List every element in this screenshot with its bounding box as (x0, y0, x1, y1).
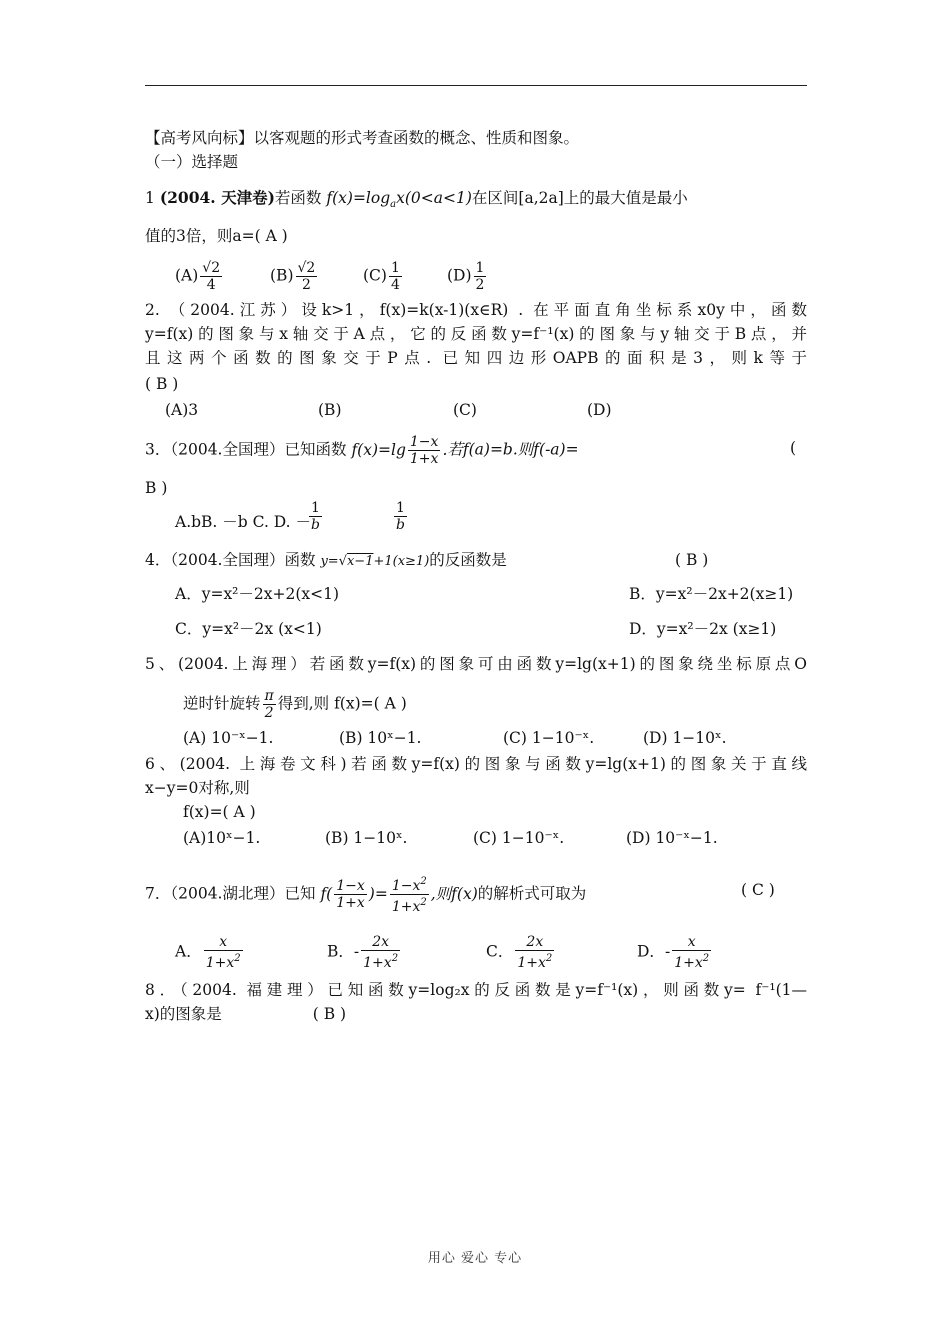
question-8-line-2: x)的图象是 ( B ) (145, 1005, 347, 1023)
question-1-line-1: 1 (2004. 天津卷)若函数 $f(x)=\log_ax(0<a<1)$在区间[a,2a]上的最大值是最小 (145, 188, 688, 211)
q2-option-d: (D) (587, 401, 612, 419)
q6-option-a: (A)10ˣ−1. (183, 829, 261, 847)
question-6-line-1: 6、(2004. 上海卷文科)若函数y=f(x)的图象与函数y=lg(x+1)的图象关于直线 (145, 755, 807, 773)
page-footer: 用心 爱心 专心 (427, 1251, 523, 1266)
question-2-line-1: 2. （2004.江苏）设k>1，f(x)=k(x-1)(x∈R) . 在平面直角坐标系x0y中，函数 (145, 301, 807, 319)
question-5-line-2: 逆时针旋转 $\frac{\pi}{2}$ 得到,则 f(x)=( A ) (183, 688, 407, 721)
q4-option-a: A．y=x²－2x+2(x<1) (175, 585, 340, 603)
question-6-line-3: f(x)=( A ) (183, 803, 256, 821)
q4-option-d: D．y=x²－2x (x≥1) (629, 620, 777, 638)
question-8-answer: ( B ) (312, 1005, 347, 1023)
question-6-options (183, 826, 783, 850)
question-4-answer: ( B ) (675, 551, 709, 569)
question-3-options: A.bB. －b C. D. － (175, 513, 312, 531)
q4-option-b: B．y=x²－2x+2(x≥1) (629, 585, 794, 603)
q6-option-d: (D) 10⁻ˣ−1. (626, 829, 718, 847)
q6-option-c: (C) 1−10⁻ˣ. (473, 829, 565, 847)
question-1-line-2: 值的3倍，则a=( A ) (145, 227, 288, 245)
question-3-paren: ( (790, 439, 797, 457)
q3-option-d-fraction: $\frac{1}{b}$ (396, 500, 405, 533)
question-3-formula: f(x)=lg $\frac{1-x}{1+x}$ . (351, 434, 448, 467)
question-3-line-1: 3．（2004.全国理）已知函数 f(x)=lg $\frac{1-x}{1+x}$ .若f(a)=b.则f(-a)= (145, 434, 579, 467)
q1-option-a: (A) $\frac{√2}{4}$ (175, 260, 221, 293)
question-5-line-1: 5、(2004.上海理）若函数y=f(x)的图象可由函数y=lg(x+1)的图象绕坐标原点O (145, 655, 807, 673)
q7-option-b: B．- $\frac{2x}{1+x^2}$ (327, 934, 399, 971)
question-1-options (175, 254, 535, 294)
q5-option-d: (D) 1−10ˣ. (643, 729, 727, 747)
q6-option-b: (B) 1−10ˣ. (325, 829, 408, 847)
question-2-line-2: y=f(x)的图象与x轴交于A点，它的反函数y=f⁻¹(x)的图象与y轴交于B点，并 (145, 325, 807, 343)
header-rule (145, 85, 807, 86)
question-7-line-1: 7．（2004.湖北理）已知 f( $\frac{1-x}{1+x}$ )= $\frac{1-x^2}{1+x^2}$ ,则f(x)的解析式可取为 (145, 876, 587, 915)
question-4-line-1: 4．（2004.全国理）函数 y=√x−1+1(x≥1)的反函数是 (145, 551, 507, 569)
question-5-options (183, 726, 783, 750)
q5-option-c: (C) 1−10⁻ˣ. (503, 729, 595, 747)
q5-option-b: (B) 10ˣ−1. (339, 729, 422, 747)
q7-option-d: D．- $\frac{x}{1+x^2}$ (637, 934, 710, 971)
question-3-answer: B ) (145, 479, 168, 497)
question-4-formula: y=√x−1+1(x≥1) (320, 554, 430, 569)
question-7-options (175, 928, 775, 972)
question-2-answer: ( B ) (145, 375, 179, 393)
question-2-options (165, 398, 645, 422)
question-1-formula: $f(x)=\log_ax(0<a<1)$ (326, 189, 472, 211)
question-1-source: (2004. 天津卷) (159, 188, 275, 207)
q1-option-d: (D) $\frac{1}{2}$ (447, 260, 485, 293)
q1-option-b: (B) $\frac{√2}{2}$ (270, 260, 316, 293)
q2-option-b: (B) (318, 401, 342, 419)
question-1-number: 1 (145, 189, 155, 207)
q4-option-c: C．y=x²－2x (x<1) (175, 620, 322, 638)
q7-option-c: C． $\frac{2x}{1+x^2}$ (486, 934, 553, 971)
q1-option-c: (C) $\frac{1}{4}$ (363, 260, 400, 293)
question-7-formula: f( $\frac{1-x}{1+x}$ )= $\frac{1-x^2}{1+x^2}$ ,则f(x) (320, 876, 478, 915)
q7-option-a: A． $\frac{x}{1+x^2}$ (175, 934, 241, 971)
question-6-line-2: x−y=0对称,则 (145, 779, 250, 797)
question-2-line-3: 且这两个函数的图象交于P点. 已知四边形OAPB的面积是3，则k等于 (145, 349, 807, 367)
question-8-line-1: 8．（2004. 福建理）已知函数y=log₂x的反函数是y=f⁻¹(x)，则函数y= f⁻¹(1— (145, 981, 807, 999)
q5-option-a: (A) 10⁻ˣ−1. (183, 729, 274, 747)
section-title: （一）选择题 (145, 153, 239, 171)
q3-option-c-fraction: $\frac{1}{b}$ (311, 500, 320, 533)
intro-text: 【高考风向标】以客观题的形式考查函数的概念、性质和图象。 (145, 129, 580, 147)
question-7-answer: ( C ) (741, 881, 775, 899)
q2-option-c: (C) (453, 401, 477, 419)
q2-option-a: (A)3 (165, 401, 199, 419)
